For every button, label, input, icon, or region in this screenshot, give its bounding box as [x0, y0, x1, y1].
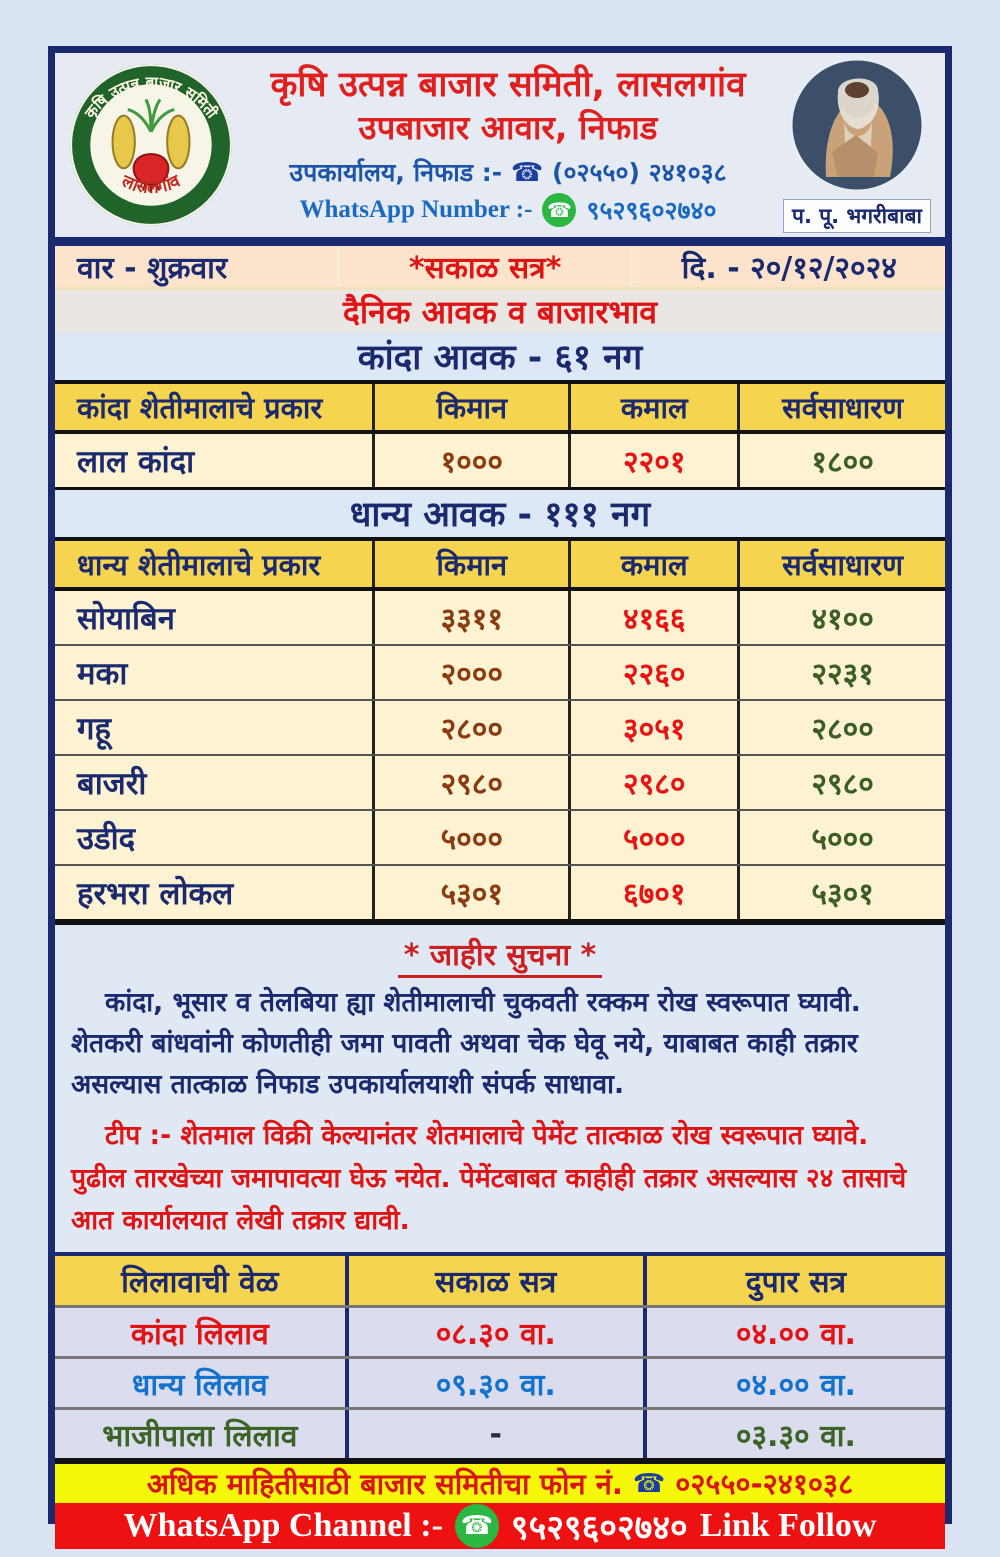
session-cell: *सकाळ सत्र*: [340, 246, 634, 287]
whatsapp-icon: ☎: [542, 193, 576, 227]
table-row: [55, 591, 945, 646]
table-row: [55, 1410, 945, 1458]
grain-col-type: धान्य शेतीमालाचे प्रकार: [55, 541, 375, 587]
whatsapp-number: ९५२९६०२७४०: [586, 195, 717, 225]
max-price: ४१६६: [571, 591, 740, 644]
auction-morning-time: -: [349, 1410, 647, 1458]
phone-icon: ☎: [632, 1468, 666, 1499]
grain-arrival-title: धान्य आवक - १११ नग: [55, 490, 945, 537]
org-title-line1: कृषि उत्पन्न बाजार समिती, लासलगांव: [270, 64, 746, 105]
table-row: [55, 434, 945, 487]
commodity-name: गहू: [55, 701, 375, 754]
min-price: ५३०१: [375, 866, 571, 919]
whatsapp-link-text: Link Follow: [699, 1507, 877, 1545]
table-row: [55, 1359, 945, 1410]
daily-market-title: दैनिक आवक व बाजारभाव: [55, 290, 945, 333]
onion-col-max: कमाल: [571, 384, 740, 430]
auction-time-table: [55, 1252, 945, 1461]
table-row: [55, 701, 945, 756]
saint-photo: [786, 57, 928, 193]
whatsapp-label: WhatsApp Number :-: [299, 195, 533, 223]
auction-morning-time: ०८.३० वा.: [349, 1308, 647, 1356]
whatsapp-channel-label: WhatsApp Channel :-: [123, 1507, 443, 1545]
date-cell: दि. - २०/१२/२०२४: [681, 251, 897, 286]
min-price: २८००: [375, 701, 571, 754]
auction-col-morning: सकाळ सत्र: [349, 1256, 647, 1305]
min-price: ५०००: [375, 811, 571, 864]
grain-col-min: किमान: [375, 541, 571, 587]
whatsapp-line: [239, 193, 777, 227]
min-price: २९८०: [375, 756, 571, 809]
min-price: ३३११: [375, 591, 571, 644]
day-cell: वार - शुक्रवार: [55, 246, 340, 287]
max-price: ५०००: [571, 811, 740, 864]
public-notice: [55, 922, 945, 1252]
avg-price: ४१००: [740, 591, 945, 644]
info-phone-number: ०२५५०-२४१०३८: [675, 1467, 854, 1502]
commodity-name: सोयाबिन: [55, 591, 375, 644]
commodity-name: मका: [55, 646, 375, 699]
market-notice-poster: [48, 46, 952, 1549]
grain-table-header: [55, 541, 945, 591]
onion-col-min: किमान: [375, 384, 571, 430]
auction-name: भाजीपाला लिलाव: [55, 1410, 349, 1458]
min-price: २०००: [375, 646, 571, 699]
onion-table-header: [55, 384, 945, 434]
max-price: ६७०१: [571, 866, 740, 919]
auction-morning-time: ०९.३० वा.: [349, 1359, 647, 1407]
onion-col-type: कांदा शेतीमालाचे प्रकार: [55, 384, 375, 430]
table-row: [55, 1308, 945, 1359]
onion-col-avg: सर्वसाधारण: [782, 390, 904, 425]
header-divider: [55, 237, 945, 246]
auction-table-header: [55, 1256, 945, 1308]
saint-photo-caption: प. पू. भगरीबाबा: [783, 199, 931, 233]
auction-name: धान्य लिलाव: [55, 1359, 349, 1407]
committee-logo-icon: [65, 59, 237, 231]
avg-price: २९८०: [740, 756, 945, 809]
office-phone-line: [239, 155, 777, 189]
avg-price: १८००: [740, 434, 945, 487]
commodity-name: हरभरा लोकल: [55, 866, 375, 919]
whatsapp-channel-bar: [55, 1503, 945, 1549]
auction-afternoon-time: ०४.०० वा.: [647, 1308, 945, 1356]
table-row: [55, 756, 945, 811]
table-row: [55, 646, 945, 701]
org-title-line2: उपबाजार आवार, निफाड: [358, 108, 658, 148]
commodity-name: उडीद: [55, 811, 375, 864]
notice-title-wrap: [71, 933, 929, 974]
phone-icon: ☎: [510, 157, 544, 188]
min-price: १०००: [375, 434, 571, 487]
max-price: ३०५१: [571, 701, 740, 754]
whatsapp-channel-number: ९५२९६०२७४०: [510, 1508, 688, 1549]
avg-price: ५०००: [740, 811, 945, 864]
commodity-name: बाजरी: [55, 756, 375, 809]
info-phone-bar: [55, 1461, 945, 1503]
notice-title: * जाहीर सुचना *: [398, 938, 602, 978]
info-phone-text: अधिक माहितीसाठी बाजार समितीचा फोन नं.: [146, 1467, 623, 1502]
onion-arrival-title: कांदा आवक - ६१ नग: [55, 333, 945, 380]
max-price: २९८०: [571, 756, 740, 809]
saint-photo-block: [777, 57, 937, 233]
max-price: २२६०: [571, 646, 740, 699]
onion-rate-table: [55, 380, 945, 490]
grain-col-max: कमाल: [571, 541, 740, 587]
grain-col-avg: सर्वसाधारण: [782, 547, 904, 582]
table-row: [55, 866, 945, 919]
header-titles: [239, 64, 777, 227]
header: [55, 53, 945, 237]
notice-paragraph-1: कांदा, भूसार व तेलबिया ह्या शेतीमालाची चुकवती रक्कम रोख स्वरूपात घ्यावी. शेतकरी बांधवांनी कोणतीही जमा पावती अथवा चेक घेवू नये, याबाबत काही तक्रार असल्यास तात्काळ निफाड उपकार्यालयाशी संपर्क साधावा.: [71, 987, 861, 1101]
max-price: २२०१: [571, 434, 740, 487]
logo-bottom-text: लासलगांव: [118, 171, 184, 199]
auction-col-afternoon: दुपार सत्र: [647, 1256, 945, 1305]
avg-price: ५३०१: [740, 866, 945, 919]
auction-col-time: लिलावाची वेळ: [55, 1256, 349, 1305]
auction-afternoon-time: ०४.०० वा.: [647, 1359, 945, 1407]
office-prefix: उपकार्यालय, निफाड :-: [289, 157, 503, 187]
avg-price: २२३१: [740, 646, 945, 699]
day-session-date-row: [55, 246, 945, 290]
table-row: [55, 811, 945, 866]
notice-paragraph-2: टीप :- शेतमाल विक्री केल्यानंतर शेतमालाचे पेमेंट तात्काळ रोख स्वरूपात घ्यावे. पुढील तारखेच्या जमापावत्या घेऊ नयेत. पेमेंटबाबत काहीही तक्रार असल्यास २४ तासाचे आत कार्यालयात लेखी तक्रार द्यावी.: [71, 1120, 907, 1236]
whatsapp-icon: ☎: [455, 1504, 499, 1548]
grain-rate-table: [55, 537, 945, 922]
commodity-name: लाल कांदा: [55, 434, 375, 487]
auction-name: कांदा लिलाव: [55, 1308, 349, 1356]
office-phone-number: (०२५५०) २४१०३८: [552, 157, 727, 187]
committee-logo: [63, 59, 239, 231]
auction-afternoon-time: ०३.३० वा.: [647, 1410, 945, 1458]
avg-price: २८००: [740, 701, 945, 754]
logo-arc-text: कृषि उत्पन्न बाजार समिती: [81, 73, 221, 122]
